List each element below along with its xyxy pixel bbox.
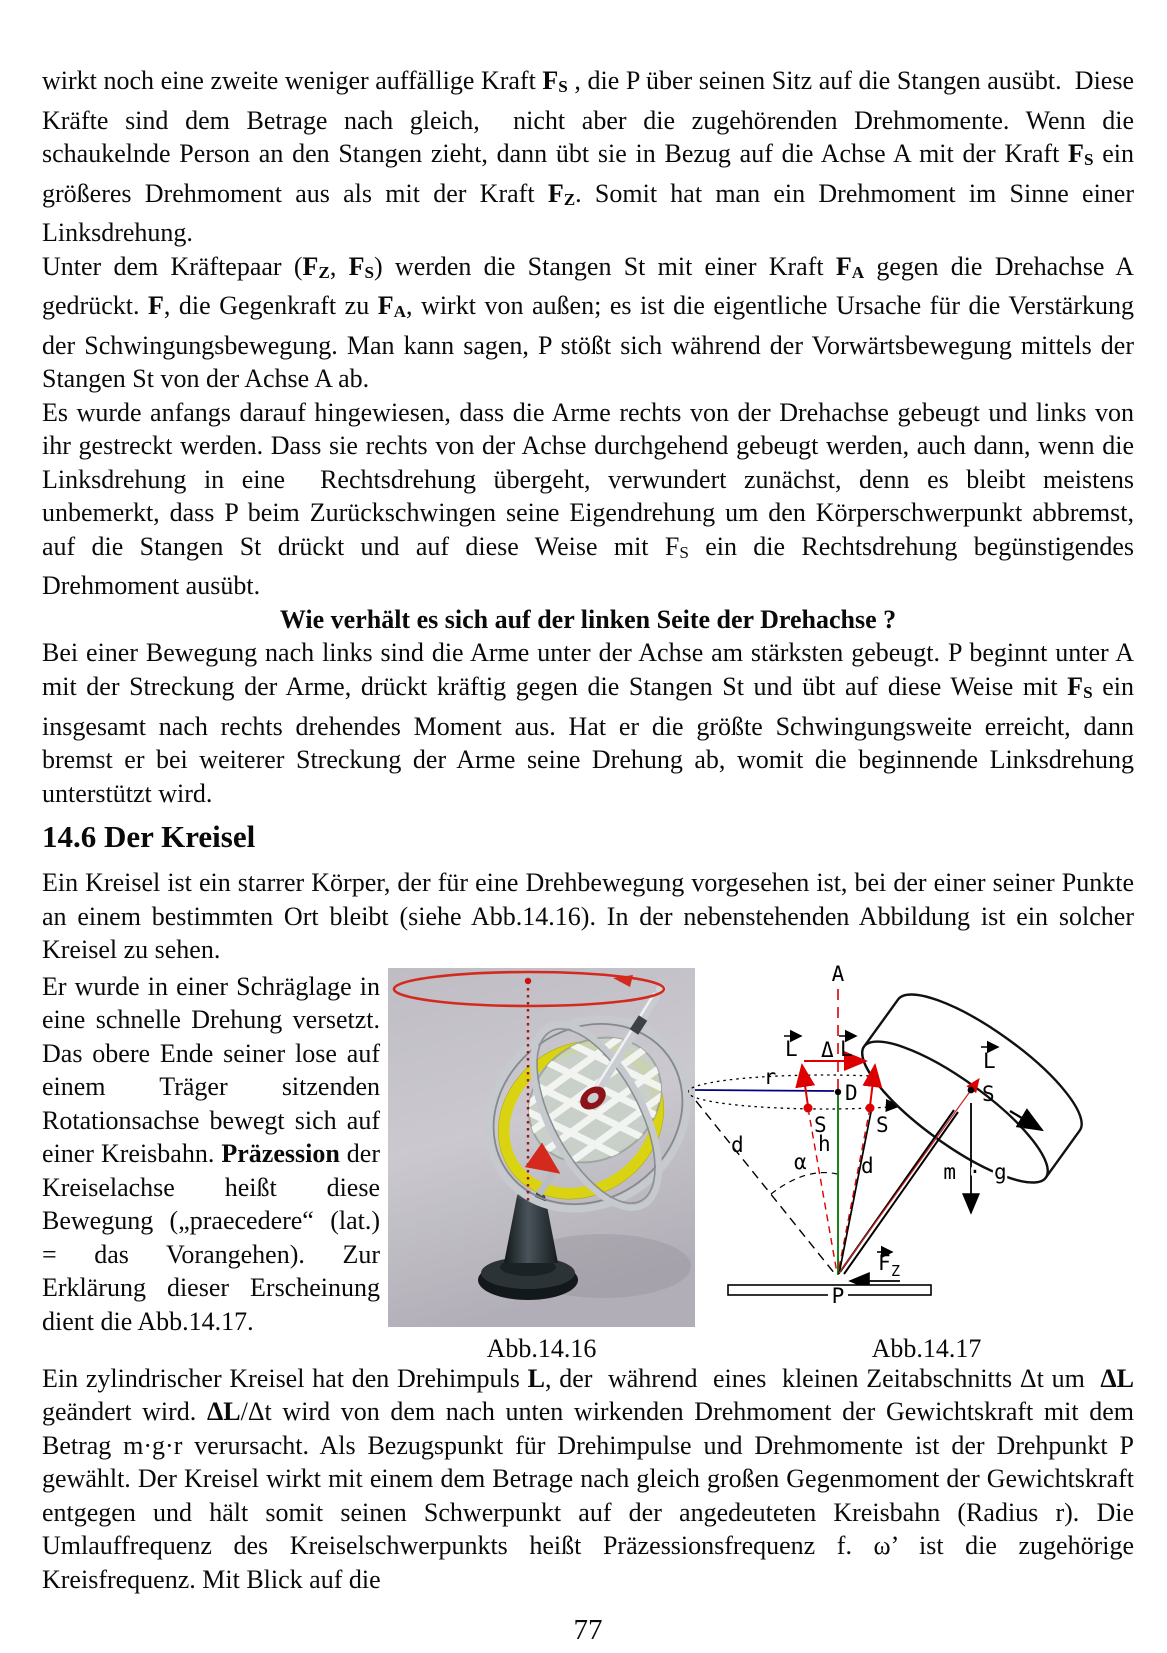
label-S-right: S xyxy=(876,1112,889,1137)
radius-line xyxy=(695,1090,834,1091)
side-column-text: Er wurde in einer Schräglage in eine schnelle Drehung versetzt. Das obere Ende seiner lose auf einem Träger sitzenden Rotationsachse bewegt sich auf einer Kreisbahn. Präzession der Kreiselachse heißt diese Bewegung („praecedere“ (lat.) = das Vorangehen). Zur Erklärung dieser Erscheinung dient die Abb.14.17. xyxy=(42,971,380,1336)
label-L-mid: L xyxy=(840,1036,853,1061)
question-heading: Wie verhält es sich auf der linken Seite der Drehachse ? xyxy=(279,604,897,634)
section-heading: 14.6 Der Kreisel xyxy=(42,819,256,855)
label-S-disk: S xyxy=(982,1081,995,1106)
alpha-arc xyxy=(771,1172,837,1193)
label-L-disk: L xyxy=(983,1048,996,1073)
rod-line-2 xyxy=(844,1112,958,1274)
label-Fz: F xyxy=(878,1250,891,1275)
figure-row xyxy=(42,961,1134,1363)
point-D xyxy=(835,1088,841,1094)
figure-caption-14-16: Abb.14.16 xyxy=(486,1333,597,1363)
paragraph-drehimpuls: Ein zylindrischer Kreisel hat den Drehimpuls L, der während eines kleinen Zeitabschnitts Δt um ΔL geändert wird. ΔL/Δt wird von dem nach unten wirkenden Drehmoment der Gewichtskraft mit dem Betrag m·g·r verursacht. Als Bezugspunkt für Drehimpulse und Drehmomente ist der Drehpunkt P gewählt. Der Kreisel wirkt mit einem dem Betrage nach gleich großen Gegenmoment der Gewichtskraft entgegen und hält somit seinen Schwerpunkt auf der angedeuteten Kreisbahn (Radius r). Die Umlauffrequenz des Kreiselschwerpunkts heißt Präzessionsfrequenz f. ω’ ist die zugehörige Kreisfrequenz. Mit Blick auf die xyxy=(42,1363,1134,1594)
paragraph-arms: Es wurde anfangs darauf hingewiesen, dass die Arme rechts von der Drehachse gebeugt und links von ihr gestreckt werden. Dass sie rechts von der Achse durchgehend gebeugt werden, auch dann, wenn die Linksdrehung in eine Rechtsdrehung übergeht, verwundert zunächst, denn es bleibt meistens unbemerkt, dass P beim Zurückschwingen seine Eigendrehung um den Körperschwerpunkt abbremst, auf die Stangen St drückt und auf diese Weise mit FS ein die Rechtsdrehung begünstigendes Drehmoment ausübt. xyxy=(42,397,1134,601)
axis-dashed-right xyxy=(838,1108,870,1273)
paragraph-left-side: Bei einer Bewegung nach links sind die Arme unter der Achse am stärksten gebeugt. P beginnt unter A mit der Streckung der Arme, drückt kräftig gegen die Stangen St und übt auf diese Weise mit FS ein insgesamt nach rechts drehendes Moment aus. Hat er die größte Schwingungsweite erreicht, dann bremst er bei weiterer Streckung der Arme seine Drehung ab, womit die beginnende Linksdrehung unterstützt wird. xyxy=(42,638,1134,808)
paragraph-forces-1: wirkt noch eine zweite weniger auffällige Kraft FS , die P über seinen Sitz auf die Stangen ausübt. Diese Kräfte sind dem Betrage nach gleich, nicht aber die zugehörenden Drehmomente. Wenn die schaukelnde Person an den Stangen zieht, dann übt sie in Bezug auf die Achse A mit der Kraft FS ein größeres Drehmoment aus als mit der Kraft FZ. Somit hat man ein Drehmoment im Sinne einer Linksdrehung. xyxy=(42,66,1134,248)
label-Fz-subscript: Z xyxy=(891,1261,901,1280)
page-number: 77 xyxy=(573,1614,603,1647)
paragraph-forces-2: Unter dem Kräftepaar (FZ, FS) werden die Stangen St mit einer Kraft FA gegen die Drehachse A gedrückt. F, die Gegenkraft zu FA, wirkt von außen; es ist die eigentliche Ursache für die Verstärkung der Schwingungsbewegung. Man kann sagen, P stößt sich während der Vorwärtsbewegung mittels der Stangen St von der Achse A ab. xyxy=(42,251,1134,394)
label-r: r xyxy=(763,1064,777,1089)
label-mg: m · g xyxy=(943,1159,1007,1184)
label-h: h xyxy=(818,1131,831,1156)
label-axis-A: A xyxy=(831,961,845,986)
L-vector-left xyxy=(802,1065,808,1106)
label-L-left: L xyxy=(785,1036,798,1061)
point-S-disk xyxy=(968,1086,975,1093)
point-S-right xyxy=(866,1103,875,1112)
label-S-left: S xyxy=(814,1112,827,1137)
point-S-left xyxy=(804,1103,813,1112)
paragraph-kreisel-intro: Ein Kreisel ist ein starrer Körper, der für eine Drehbewegung vorgesehen ist, bei der einer seiner Punkte an einem bestimmten Ort bleibt (siehe Abb.14.16). In der nebenstehenden Abbildung ist ein solcher Kreisel zu sehen. xyxy=(42,868,1134,965)
label-delta: Δ xyxy=(821,1037,834,1062)
label-d-left: d xyxy=(731,1132,744,1157)
label-d-right: d xyxy=(861,1153,874,1178)
label-D: D xyxy=(845,1080,858,1105)
figure-caption-14-17: Abb.14.17 xyxy=(871,1333,982,1363)
gyroscope-photo xyxy=(388,968,695,1327)
precession-diagram xyxy=(688,951,1165,1313)
label-P: P xyxy=(831,1283,845,1308)
label-alpha: α xyxy=(794,1149,807,1174)
